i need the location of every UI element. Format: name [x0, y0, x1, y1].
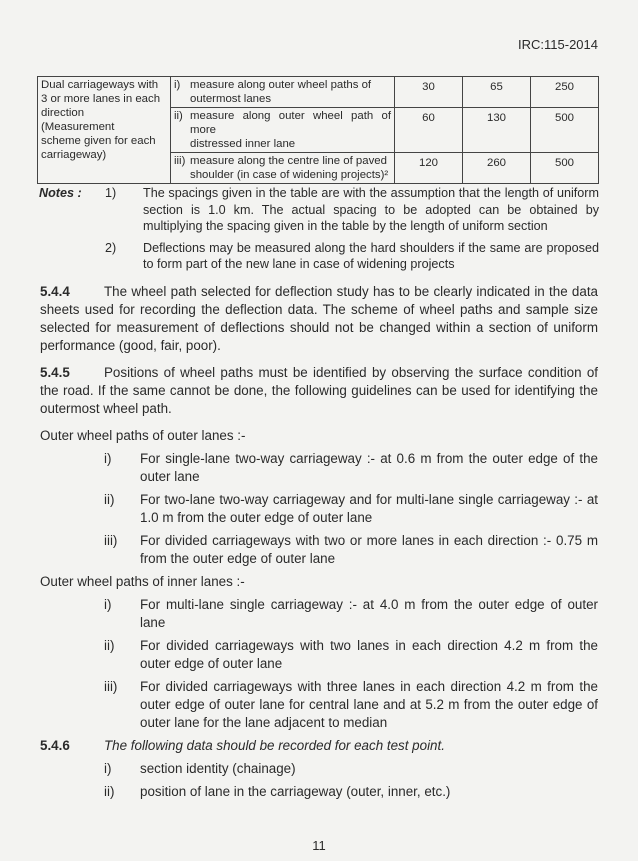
list-item: [100, 760, 598, 778]
measure-text: measure along outer wheel paths of: [190, 79, 372, 91]
measure-text: shoulder (in case of widening projects)²: [190, 169, 389, 181]
list-text: For divided carriageways with three lanes in each direction 4.2 m from the outer edge of outer lane for central lane and at 5.2 m from the outer edge of outer lane for the lane adjacent to median: [140, 679, 598, 730]
list-item: [100, 678, 598, 732]
deflection-spacing-table: [37, 76, 599, 184]
page-number: 11: [312, 838, 326, 853]
section-text: The wheel path selected for deflection study has to be clearly indicated in the data sheets used for recording the deflection data. The scheme of wheel paths and sample size selected for measurement of deflections should not be changed within a section of uniform performance (good, fair, poor).: [40, 284, 598, 353]
note-number: 1): [105, 186, 117, 200]
list-number: iii): [104, 533, 118, 548]
note-text: The spacings given in the table are with the assumption that the length of uniform section is 1.0 km. The actual spacing to be adopted can be obtained by multiplying the spacing given in the table by the length of uniform section: [143, 186, 599, 233]
list-item: [100, 450, 598, 486]
section-5-4-6: [40, 737, 598, 755]
inner-lanes-heading: Outer wheel paths of inner lanes :-: [40, 574, 245, 589]
note-text: Deflections may be measured along the hard shoulders if the same are proposed to form part of the new lane in case of widening projects: [143, 240, 599, 271]
measure-cell: [171, 77, 395, 108]
value-cell: 500: [531, 153, 599, 184]
value-cell: 120: [395, 153, 463, 184]
category-line: (Measurement: [41, 121, 115, 133]
list-item: [100, 491, 598, 527]
list-item: [100, 637, 598, 673]
category-line: 3 or more lanes in each: [41, 93, 161, 105]
measure-text: outermost lanes: [190, 93, 272, 105]
note-item: [39, 240, 599, 273]
table-row: [38, 77, 599, 108]
category-cell: [38, 77, 171, 184]
measure-text: distressed inner lane: [190, 138, 296, 150]
value-cell: 130: [463, 108, 531, 153]
list-text: For two-lane two-way carriageway and for multi-lane single carriageway :- at 1.0 m from the outer edge of outer lane: [140, 492, 598, 525]
list-item: [100, 596, 598, 632]
note-item: [39, 185, 599, 235]
outer-lanes-heading: Outer wheel paths of outer lanes :-: [40, 428, 246, 443]
list-number: ii): [104, 638, 115, 653]
category-line: scheme given for each: [41, 135, 156, 147]
list-text: For multi-lane single carriageway :- at 4.0 m from the outer edge of outer lane: [140, 597, 598, 630]
list-number: i): [104, 451, 112, 466]
list-text: For divided carriageways with two lanes in each direction 4.2 m from the outer edge of outer lane: [140, 638, 598, 671]
list-text: position of lane in the carriageway (outer, inner, etc.): [140, 784, 451, 799]
section-5-4-4: [40, 283, 598, 355]
value-cell: 65: [463, 77, 531, 108]
note-number: 2): [105, 240, 117, 255]
body-text: [40, 283, 598, 806]
measure-num: iii): [174, 155, 186, 167]
measure-cell: [171, 108, 395, 153]
list-item: [100, 532, 598, 568]
measure-text: measure along the centre line of paved: [190, 155, 387, 167]
measure-num: i): [174, 79, 181, 91]
section-text: Positions of wheel paths must be identified by observing the surface condition of the road. If the same cannot be done, the following guidelines can be used for identifying the outermost wheel path.: [40, 365, 598, 416]
category-line: carriageway): [41, 149, 107, 161]
value-cell: 260: [463, 153, 531, 184]
section-number: 5.4.5: [40, 365, 70, 380]
measure-text: measure along outer wheel path of more: [190, 110, 391, 136]
document-code: IRC:115-2014: [518, 37, 598, 52]
notes-section: [39, 185, 599, 278]
list-item: [100, 783, 598, 801]
section-number: 5.4.6: [40, 738, 70, 753]
value-cell: 500: [531, 108, 599, 153]
notes-label: Notes :: [39, 186, 82, 200]
value-cell: 250: [531, 77, 599, 108]
section-text: The following data should be recorded for each test point.: [104, 738, 445, 753]
measure-num: ii): [174, 110, 183, 122]
measure-cell: [171, 153, 395, 184]
list-text: For single-lane two-way carriageway :- at 0.6 m from the outer edge of the outer lane: [140, 451, 598, 484]
category-line: direction: [41, 107, 85, 119]
section-5-4-5: [40, 364, 598, 418]
section-number: 5.4.4: [40, 284, 70, 299]
list-number: ii): [104, 784, 115, 799]
category-line: Dual carriageways with: [41, 79, 159, 91]
list-text: For divided carriageways with two or more lanes in each direction :- 0.75 m from the outer edge of outer lane: [140, 533, 598, 566]
list-number: i): [104, 761, 112, 776]
value-cell: 30: [395, 77, 463, 108]
list-number: iii): [104, 679, 118, 694]
list-number: i): [104, 597, 112, 612]
list-number: ii): [104, 492, 115, 507]
value-cell: 60: [395, 108, 463, 153]
list-text: section identity (chainage): [140, 761, 296, 776]
